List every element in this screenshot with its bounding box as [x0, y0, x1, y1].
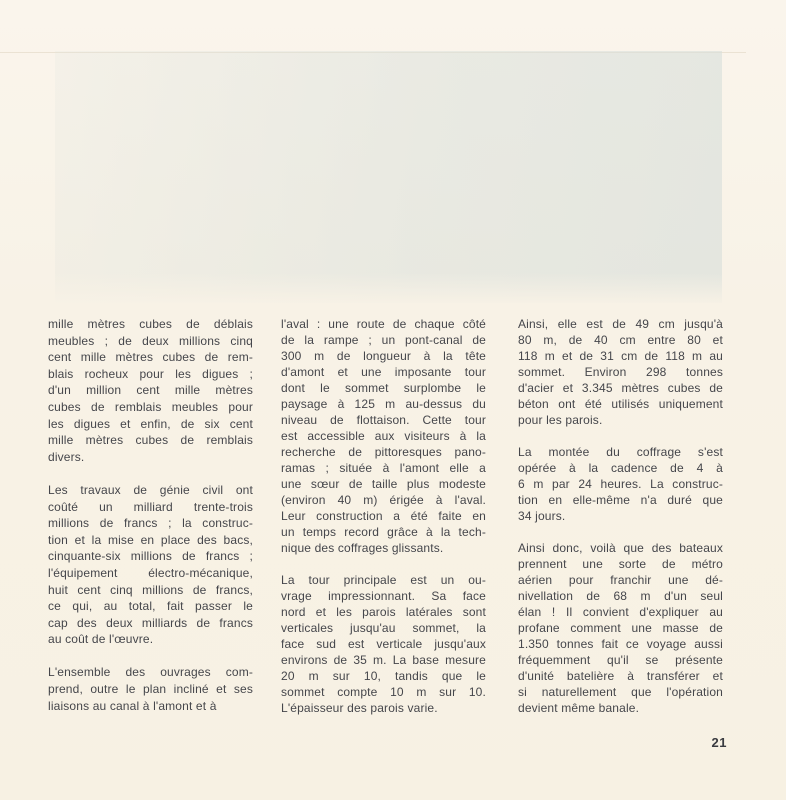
paragraph	[518, 316, 723, 428]
text-line: est accessible aux visiteurs à la	[281, 429, 486, 443]
text-line: l'équipement électro-mécanique,	[48, 565, 253, 580]
text-line: blais rocheux pour les digues ;	[48, 366, 253, 381]
text-line: (environ 40 m) érigée à l'aval.	[281, 493, 486, 507]
text-line: opérée à la cadence de 4 à	[518, 461, 723, 475]
text-line: 1.350 tonnes fait ce voyage aussi	[518, 637, 723, 651]
text-line: prennent une sorte de métro	[518, 557, 723, 571]
text-line: verticales jusqu'au sommet, la	[281, 621, 486, 635]
text-line: 118 m et de 31 cm de 118 m au	[518, 349, 723, 363]
text-line: ramas ; située à l'amont elle a	[281, 461, 486, 475]
text-line: tion et la mise en place des bacs,	[48, 532, 253, 547]
text-line: meubles ; de deux millions cinq	[48, 333, 253, 348]
text-line: niveau de flottaison. Cette tour	[281, 413, 486, 427]
text-line: un temps record grâce à la tech-	[281, 525, 486, 539]
blank-plate-area	[55, 51, 722, 303]
text-line: 20 m sur 10, tandis que le	[281, 669, 486, 683]
text-line: les digues et enfin, de six cent	[48, 416, 253, 431]
text-line: Ainsi donc, voilà que des bateaux	[518, 541, 723, 555]
text-line: mille mètres cubes de déblais	[48, 317, 253, 331]
text-line: béton ont été utilisés uniquement	[518, 397, 723, 411]
text-line: coûté un milliard trente-trois	[48, 499, 253, 514]
text-line: divers.	[48, 449, 85, 464]
text-line: d'unité batelière à transférer et	[518, 669, 723, 683]
text-line: nique des coffrages glissants.	[281, 541, 444, 555]
text-line: cinquante-six millions de francs ;	[48, 549, 253, 564]
text-line: prend, outre le plan incliné et ses	[48, 682, 253, 697]
text-line: d'un million cent mille mètres	[48, 383, 253, 398]
text-line: environs de 35 m. La base mesure	[281, 653, 486, 667]
text-column-middle	[281, 316, 486, 716]
text-line: sommet compte 10 m sur 10.	[281, 685, 486, 699]
text-line: une sœur de taille plus modeste	[281, 477, 486, 491]
text-line: cent mille mètres cubes de rem-	[48, 350, 253, 365]
text-line: face sud est verticale jusqu'aux	[281, 637, 486, 651]
text-line: d'amont et une imposante tour	[281, 365, 486, 379]
text-line: huit cent cinq millions de francs,	[48, 582, 253, 597]
text-line: dont le sommet surplombe le	[281, 381, 486, 395]
text-line: vrage impressionnant. Sa face	[281, 589, 486, 603]
text-line: pour les parois.	[518, 413, 603, 427]
text-line: Leur construction a été faite en	[281, 509, 486, 523]
text-line: d'acier et 3.345 mètres cubes de	[518, 381, 723, 395]
text-line: sommet. Environ 298 tonnes	[518, 365, 723, 379]
text-line: de la rampe ; un pont-canal de	[281, 333, 486, 347]
text-line: L'ensemble des ouvrages com-	[48, 665, 253, 680]
text-line: fréquemment qu'il se présente	[518, 653, 723, 667]
text-line: 300 m de longueur à la tête	[281, 349, 486, 363]
paragraph	[48, 482, 253, 648]
paragraph	[48, 316, 253, 465]
text-line: cubes de remblais meubles pour	[48, 399, 253, 414]
text-line: ce qui, au total, fait passer le	[48, 599, 253, 614]
paragraph	[281, 316, 486, 556]
text-line: 80 m, de 40 cm entre 80 et	[518, 333, 723, 347]
paragraph	[518, 540, 723, 716]
text-line: mille mètres cubes de remblais	[48, 433, 253, 448]
text-line: La montée du coffrage s'est	[518, 445, 723, 459]
text-line: profane comment une masse de	[518, 621, 723, 635]
text-line: La tour principale est un ou-	[281, 573, 486, 587]
text-line: devient même banale.	[518, 701, 640, 715]
paragraph	[48, 664, 253, 714]
text-line: nord et les parois latérales sont	[281, 605, 486, 619]
text-line: élan ! Il convient d'expliquer au	[518, 605, 723, 619]
text-column-right	[518, 316, 723, 716]
text-line: recherche de pittoresques pano-	[281, 445, 486, 459]
paragraph	[518, 444, 723, 524]
text-line: aérien pour franchir une dé-	[518, 573, 723, 587]
text-line: Ainsi, elle est de 49 cm jusqu'à	[518, 317, 723, 331]
text-line: cap des deux milliards de francs	[48, 615, 253, 630]
text-line: L'épaisseur des parois varie.	[281, 701, 438, 715]
page-number: 21	[711, 735, 727, 750]
text-line: Les travaux de génie civil ont	[48, 482, 253, 497]
text-line: au coût de l'œuvre.	[48, 632, 154, 647]
text-line: si naturellement que l'opération	[518, 685, 723, 699]
text-line: millions de francs ; la construc-	[48, 516, 253, 531]
paragraph	[281, 572, 486, 716]
text-line: liaisons au canal à l'amont et à	[48, 698, 217, 713]
text-line: 34 jours.	[518, 509, 566, 523]
text-line: l'aval : une route de chaque côté	[281, 317, 486, 331]
text-line: nivellation de 68 m d'un seul	[518, 589, 723, 603]
text-line: paysage à 125 m au-dessus du	[281, 397, 486, 411]
text-line: tion en elle-même n'a duré que	[518, 493, 723, 507]
text-line: 6 m par 24 heures. La construc-	[518, 477, 723, 491]
text-column-left	[48, 316, 253, 714]
